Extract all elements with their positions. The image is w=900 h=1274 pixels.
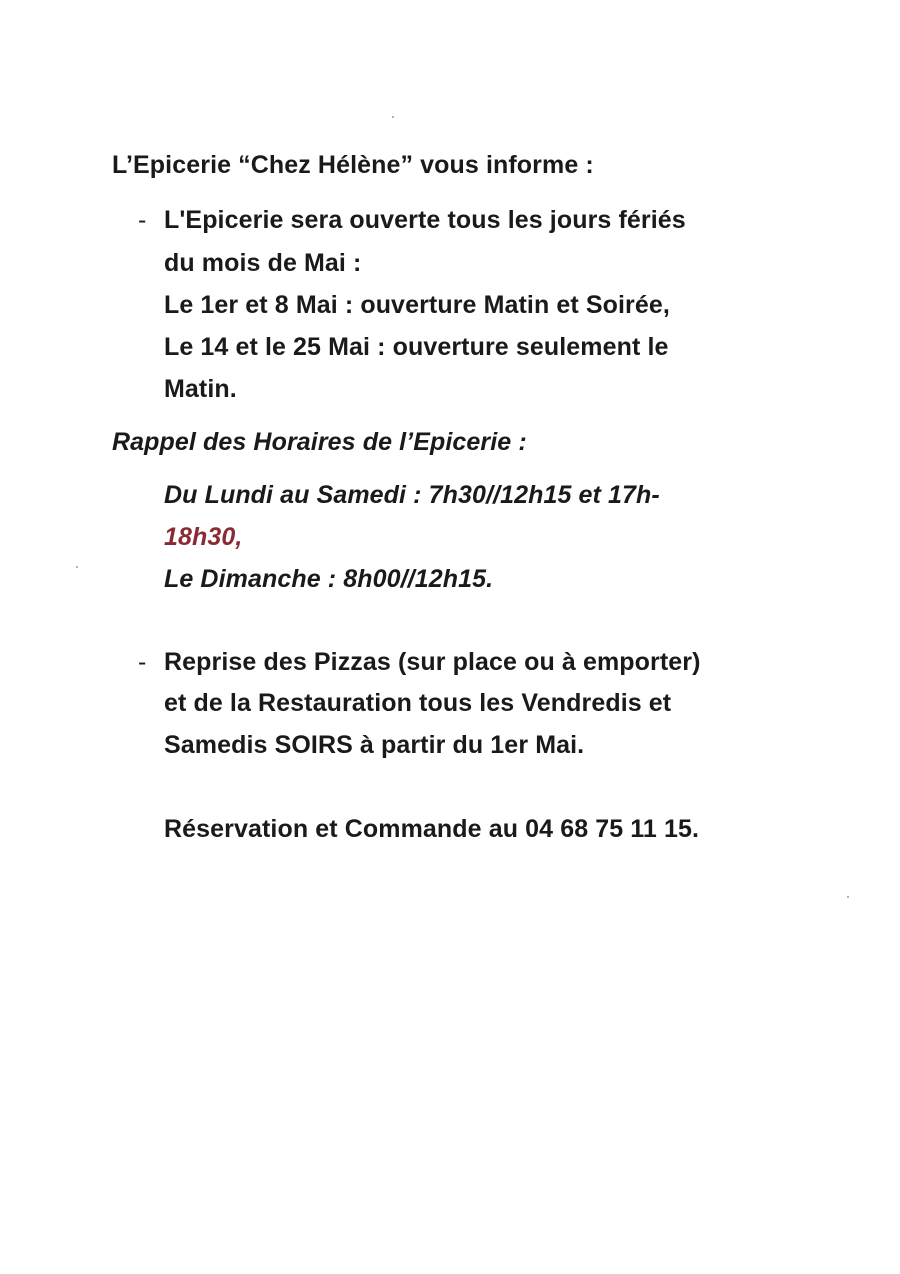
- item1-line-4: Le 14 et le 25 Mai : ouverture seulement le: [164, 333, 669, 361]
- item1-line-1: L'Epicerie sera ouverte tous les jours fériés: [164, 206, 686, 234]
- item1-line-3: Le 1er et 8 Mai : ouverture Matin et Soirée,: [164, 291, 670, 319]
- contact-line: Réservation et Commande au 04 68 75 11 15.: [164, 815, 700, 843]
- hours-weekday-line-1: Du Lundi au Samedi : 7h30//12h15 et 17h-: [164, 481, 660, 509]
- hours-heading: Rappel des Horaires de l’Epicerie :: [112, 428, 527, 456]
- item2-line-2: et de la Restauration tous les Vendredis et: [164, 689, 672, 717]
- bullet-marker-1: -: [138, 206, 147, 234]
- scan-speck: [392, 116, 394, 118]
- hours-weekday-line-2: 18h30,: [164, 523, 243, 551]
- item1-line-2: du mois de Mai :: [164, 249, 362, 277]
- item1-line-5: Matin.: [164, 375, 237, 403]
- bullet-marker-2: -: [138, 648, 147, 676]
- intro-heading: L’Epicerie “Chez Hélène” vous informe :: [112, 151, 594, 179]
- scan-speck: [847, 896, 849, 898]
- item2-line-1: Reprise des Pizzas (sur place ou à emporter): [164, 648, 701, 676]
- scan-speck: [76, 566, 78, 568]
- hours-sunday: Le Dimanche : 8h00//12h15.: [164, 565, 494, 593]
- item2-line-3: Samedis SOIRS à partir du 1er Mai.: [164, 731, 585, 759]
